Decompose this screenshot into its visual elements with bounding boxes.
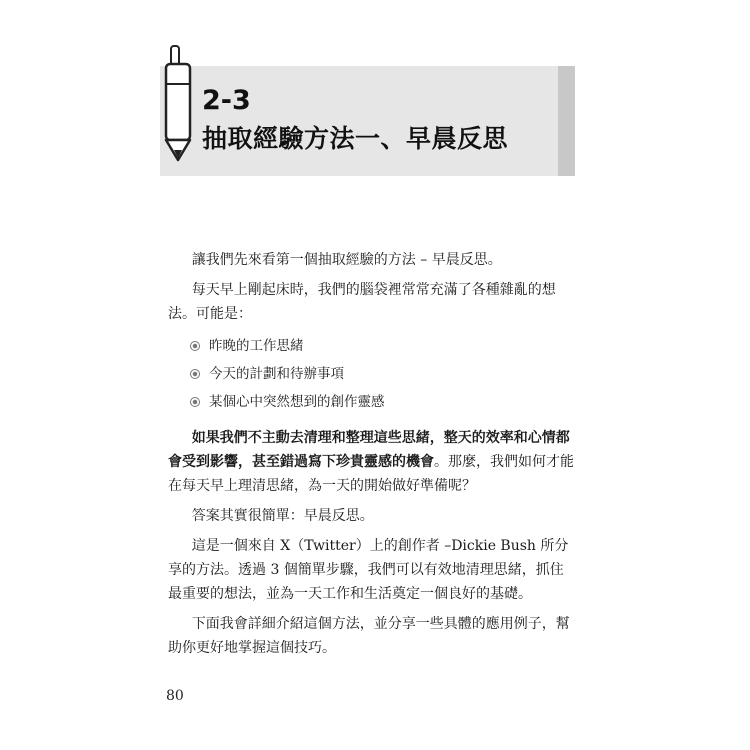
bullet-circle-icon (190, 341, 200, 351)
intro-paragraph: 讓我們先來看第一個抽取經驗的方法 – 早晨反思。 (191, 252, 502, 268)
bullet-circle-icon (190, 397, 200, 407)
chapter-title: 抽取經驗方法一、早晨反思 (202, 124, 509, 153)
page-number: 80 (166, 688, 184, 704)
list-item (190, 388, 576, 416)
morning-thoughts-paragraph: 每天早上剛起床時，我們的腦袋裡常常充滿了各種雜亂的想法。可能是： (168, 282, 556, 322)
chapter-header-edge (558, 66, 575, 176)
list-item-text: 某個心中突然想到的創作靈感 (209, 394, 385, 410)
thought-list (168, 332, 576, 416)
bullet-circle-icon (190, 369, 200, 379)
chapter-number: 2-3 (202, 85, 251, 116)
bold-statement: 如果我們不主動去清理和整理這些思緒，整天的效率和心情都會受到影響，甚至錯過寫下珍貴靈感的機會 (168, 430, 570, 470)
list-item (190, 360, 576, 388)
emphasis-paragraph (168, 426, 576, 498)
question-text: 。那麼，我們如何才能在每天早上理清思緒，為一天的開始做好準備呢？ (168, 454, 574, 494)
answer-paragraph: 答案其實很簡單：早晨反思。 (191, 508, 374, 524)
list-item-text: 今天的計劃和待辦事項 (209, 366, 344, 382)
source-paragraph: 這是一個來自 X（Twitter）上的創作者 –Dickie Bush 所分享的方法。透過 3 個簡單步驟，我們可以有效地清理思緒，抓住最重要的想法，並為一天工作和生活奠定一個良好的基礎。 (168, 538, 569, 602)
outro-paragraph: 下面我會詳細介紹這個方法，並分享一些具體的應用例子，幫助你更好地掌握這個技巧。 (168, 616, 570, 656)
pen-icon (160, 44, 196, 162)
chapter-header-band (160, 66, 560, 176)
list-item (190, 332, 576, 360)
body-text (168, 248, 576, 666)
list-item-text: 昨晚的工作思緒 (209, 338, 304, 354)
